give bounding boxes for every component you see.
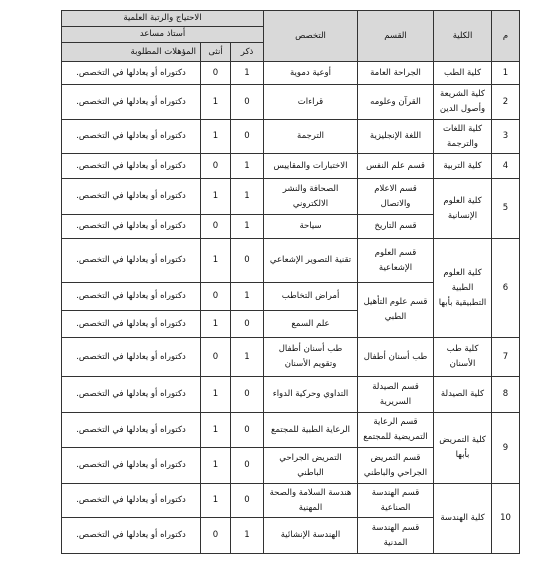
department-name: قسم الهندسة الصناعية [358,484,434,518]
table-row [62,239,520,283]
male-count: 0 [231,85,264,120]
college-name: كلية التمريض بأبها [434,413,492,484]
header-female: أنثى [201,43,231,62]
department-name: قسم علم النفس [358,154,434,179]
department-name: اللغة الإنجليزية [358,120,434,154]
female-count: 1 [201,85,231,120]
table-body [62,62,520,554]
department-name: القرآن وعلومه [358,85,434,120]
header-male: ذكر [231,43,264,62]
female-count: 0 [201,338,231,377]
female-count: 0 [201,154,231,179]
table-row [62,85,520,120]
qualification-text: دكتوراه أو يعادلها في التخصص. [62,283,201,311]
table-row [62,413,520,448]
header-m: م [492,11,520,62]
row-number: 4 [492,154,520,179]
row-number: 10 [492,484,520,554]
staffing-needs-table [61,10,520,554]
specialty-name: الهندسة الإنشائية [264,518,358,554]
college-name: كلية العلوم الطبية التطبيقية بأبها [434,239,492,338]
specialty-name: الاختبارات والمقاييس [264,154,358,179]
table-row [62,484,520,518]
male-count: 1 [231,215,264,239]
college-name: كلية اللغات والترجمة [434,120,492,154]
department-name: قسم العلوم الإشعاعية [358,239,434,283]
row-number: 7 [492,338,520,377]
male-count: 0 [231,120,264,154]
female-count: 0 [201,62,231,85]
table-row [62,338,520,377]
header-assistant-professor: أستاذ مساعد [62,27,264,43]
specialty-name: التمريض الجراحي الباطني [264,448,358,484]
qualification-text: دكتوراه أو يعادلها في التخصص. [62,85,201,120]
header-need-rank: الاحتياج والرتبة العلمية [62,11,264,27]
specialty-name: الرعاية الطبية للمجتمع [264,413,358,448]
female-count: 1 [201,120,231,154]
table-row [62,120,520,154]
specialty-name: أوعية دموية [264,62,358,85]
specialty-name: أمراض التخاطب [264,283,358,311]
header-college: الكلية [434,11,492,62]
college-name: كلية الطب [434,62,492,85]
table-row [62,62,520,85]
department-name: طب أسنان أطفال [358,338,434,377]
table-row [62,377,520,413]
department-name: الجراحة العامة [358,62,434,85]
row-number: 1 [492,62,520,85]
qualification-text: دكتوراه أو يعادلها في التخصص. [62,448,201,484]
qualification-text: دكتوراه أو يعادلها في التخصص. [62,484,201,518]
table-row [62,154,520,179]
male-count: 1 [231,154,264,179]
row-number: 9 [492,413,520,484]
male-count: 1 [231,338,264,377]
qualification-text: دكتوراه أو يعادلها في التخصص. [62,154,201,179]
female-count: 1 [201,179,231,215]
college-name: كلية الصيدلة [434,377,492,413]
department-name: قسم الصيدلة السريرية [358,377,434,413]
female-count: 1 [201,448,231,484]
male-count: 1 [231,179,264,215]
department-name: قسم علوم التأهيل الطبي [358,283,434,338]
specialty-name: قراءات [264,85,358,120]
specialty-name: التداوي وحركية الدواء [264,377,358,413]
row-number: 3 [492,120,520,154]
qualification-text: دكتوراه أو يعادلها في التخصص. [62,239,201,283]
header-specialty: التخصص [264,11,358,62]
college-name: كلية التربية [434,154,492,179]
department-name: قسم التاريخ [358,215,434,239]
table-row [62,179,520,215]
department-name: قسم التمريض الجراحي والباطني [358,448,434,484]
department-name: قسم الهندسة المدنية [358,518,434,554]
female-count: 0 [201,215,231,239]
row-number: 6 [492,239,520,338]
row-number: 8 [492,377,520,413]
female-count: 1 [201,413,231,448]
qualification-text: دكتوراه أو يعادلها في التخصص. [62,179,201,215]
specialty-name: الترجمة [264,120,358,154]
male-count: 1 [231,62,264,85]
qualification-text: دكتوراه أو يعادلها في التخصص. [62,413,201,448]
male-count: 0 [231,484,264,518]
qualification-text: دكتوراه أو يعادلها في التخصص. [62,62,201,85]
qualification-text: دكتوراه أو يعادلها في التخصص. [62,338,201,377]
male-count: 0 [231,377,264,413]
male-count: 1 [231,283,264,311]
department-name: قسم الاعلام والاتصال [358,179,434,215]
female-count: 1 [201,239,231,283]
female-count: 1 [201,484,231,518]
header-qualifications: المؤهلات المطلوبة [62,43,201,62]
qualification-text: دكتوراه أو يعادلها في التخصص. [62,518,201,554]
department-name: قسم الرعاية التمريضية للمجتمع [358,413,434,448]
male-count: 0 [231,311,264,338]
row-number: 2 [492,85,520,120]
college-name: كلية العلوم الإنسانية [434,179,492,239]
male-count: 0 [231,239,264,283]
row-number: 5 [492,179,520,239]
specialty-name: طب أسنان أطفال وتقويم الأسنان [264,338,358,377]
female-count: 0 [201,518,231,554]
male-count: 1 [231,518,264,554]
male-count: 0 [231,448,264,484]
college-name: كلية الهندسة [434,484,492,554]
female-count: 1 [201,311,231,338]
qualification-text: دكتوراه أو يعادلها في التخصص. [62,377,201,413]
specialty-name: تقنية التصوير الإشعاعي [264,239,358,283]
female-count: 0 [201,283,231,311]
male-count: 0 [231,413,264,448]
qualification-text: دكتوراه أو يعادلها في التخصص. [62,311,201,338]
specialty-name: علم السمع [264,311,358,338]
college-name: كلية الشريعة وأصول الدين [434,85,492,120]
header-department: القسم [358,11,434,62]
qualification-text: دكتوراه أو يعادلها في التخصص. [62,215,201,239]
qualification-text: دكتوراه أو يعادلها في التخصص. [62,120,201,154]
specialty-name: هندسة السلامة والصحة المهنية [264,484,358,518]
college-name: كلية طب الأسنان [434,338,492,377]
specialty-name: سياحة [264,215,358,239]
female-count: 1 [201,377,231,413]
specialty-name: الصحافة والنشر الالكتروني [264,179,358,215]
